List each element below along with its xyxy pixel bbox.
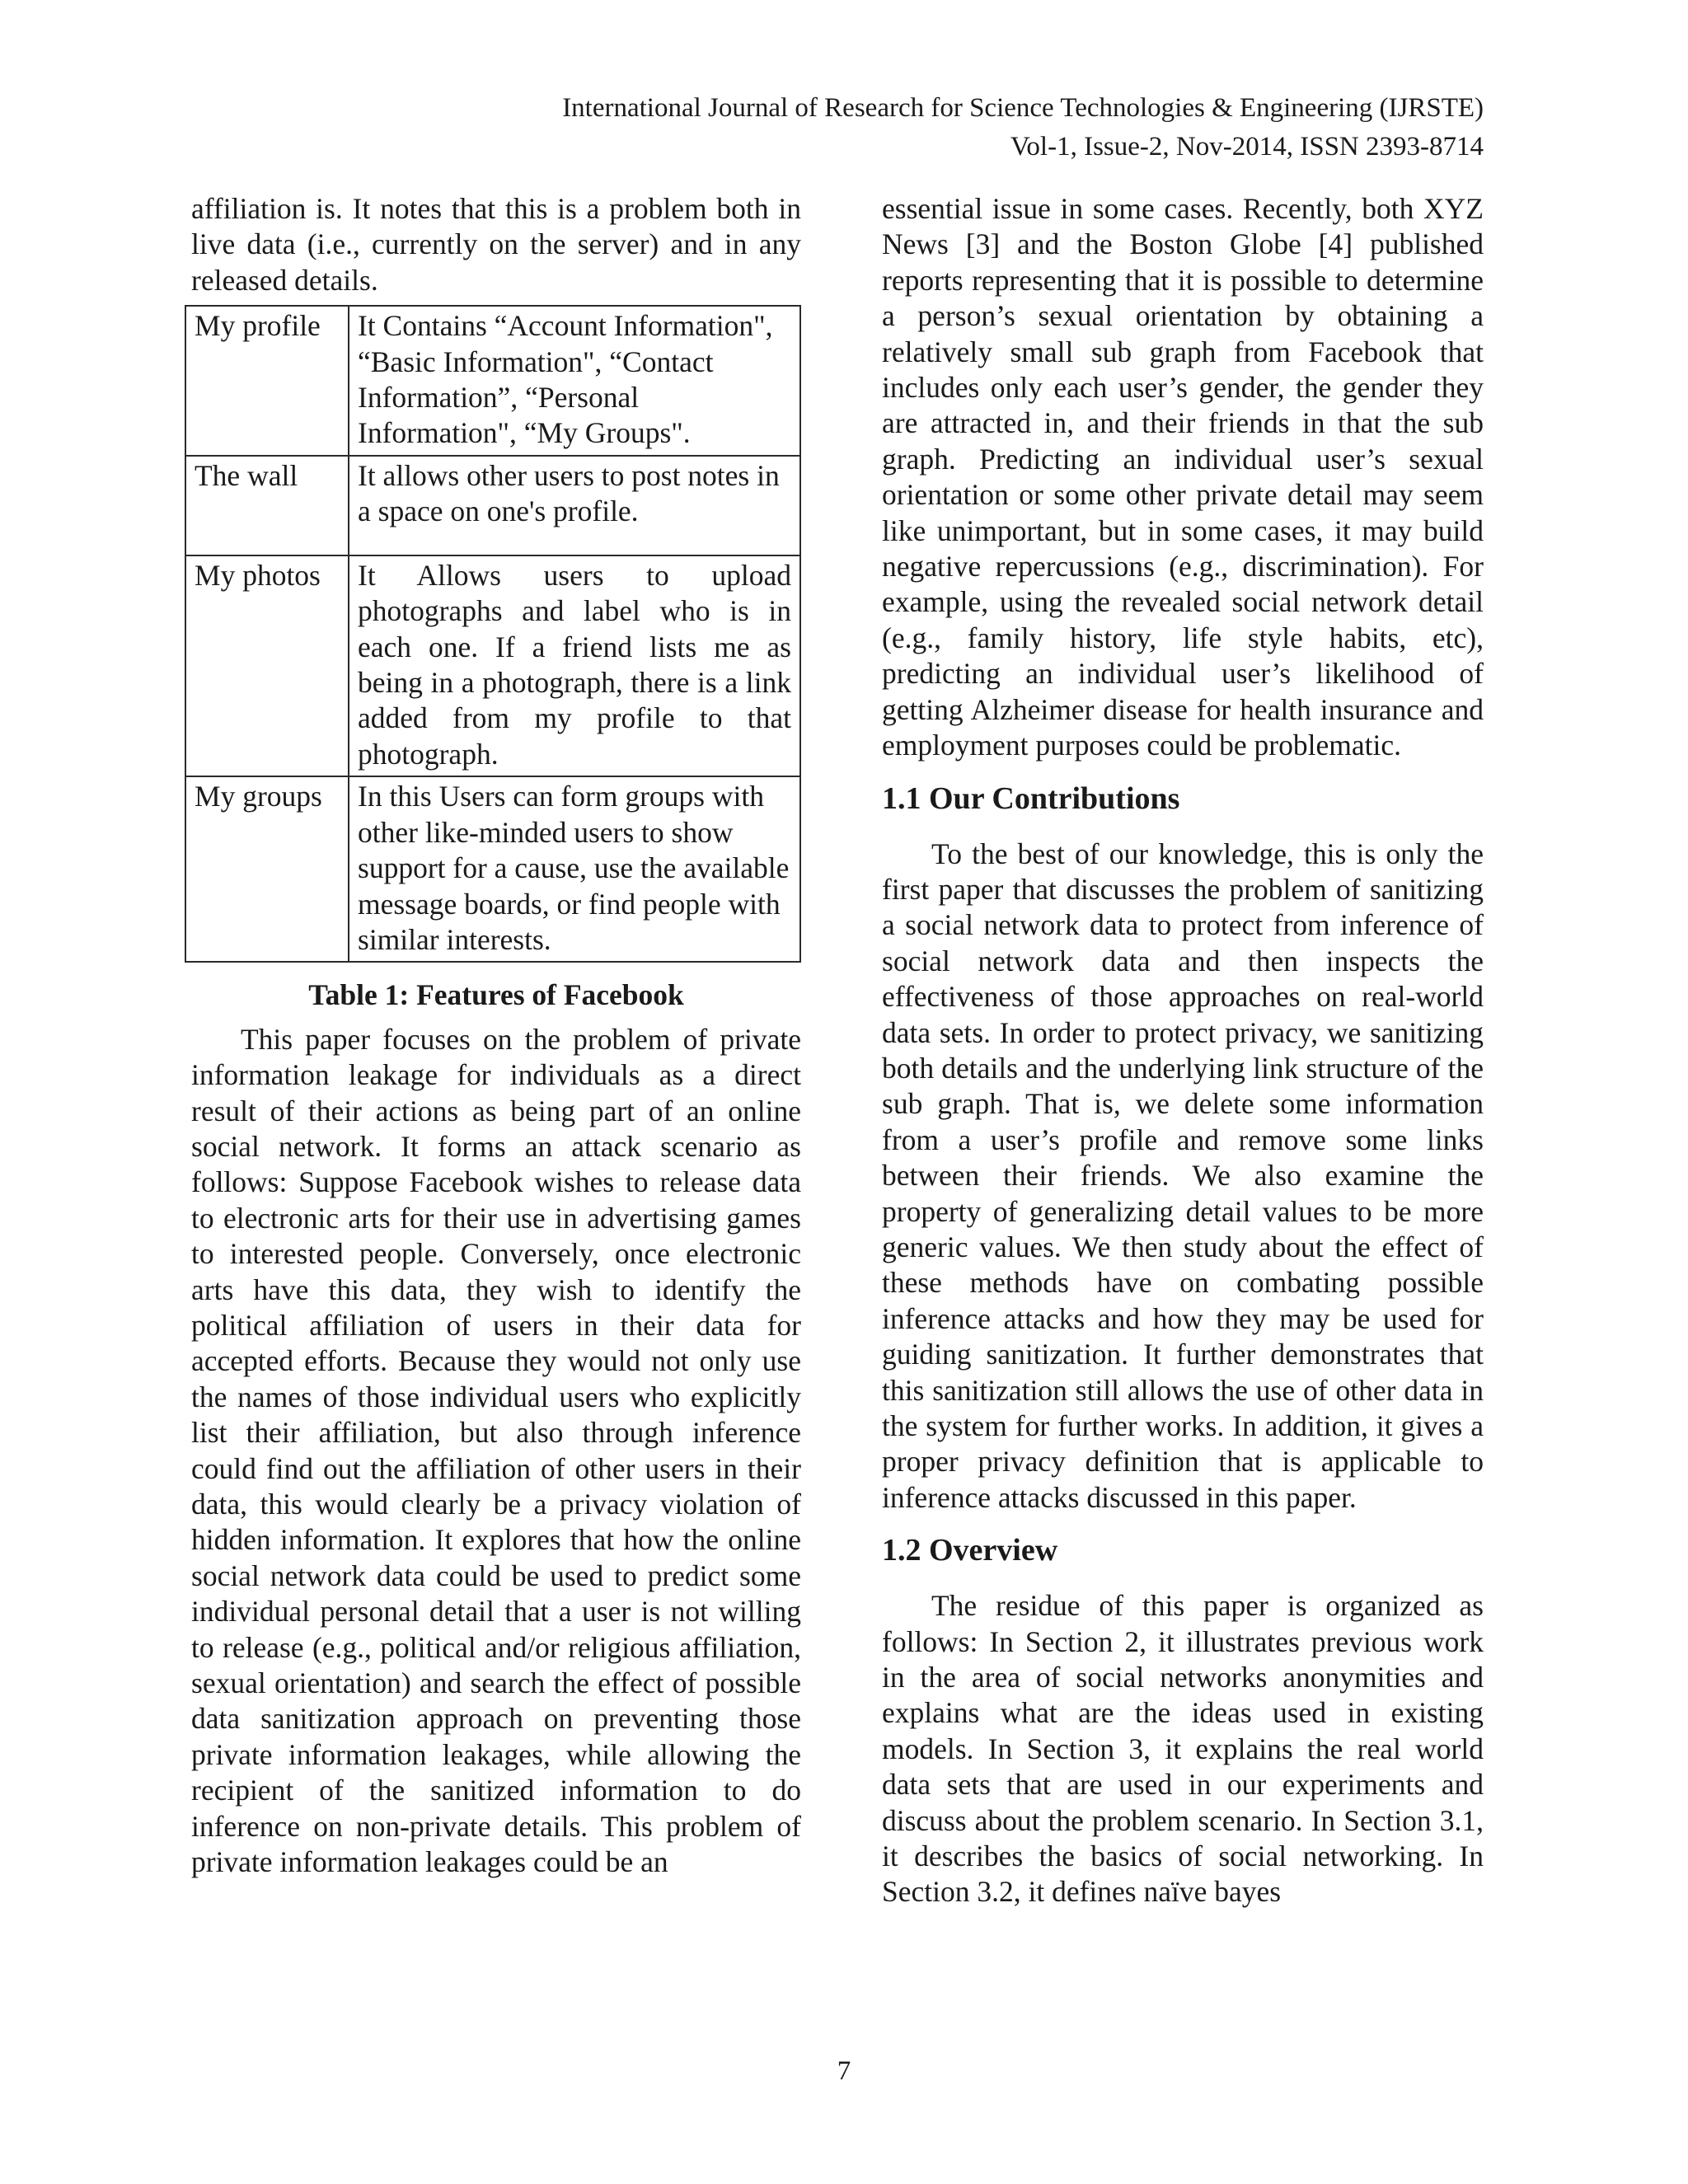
journal-header: [511, 89, 1484, 166]
intro-paragraph: affiliation is. It notes that this is a problem both in live data (i.e., currently on the server) and in any released details.: [191, 192, 801, 297]
feature-description: It Allows users to upload photographs and label who is in each one. If a friend lists me as being in a photograph, there is a link added from my profile to that photograph.: [349, 555, 800, 776]
journal-issue: Vol-1, Issue-2, Nov-2014, ISSN 2393-8714: [1010, 132, 1484, 162]
page-number: 7: [837, 2056, 851, 2086]
section-heading-contributions: 1.1 Our Contributions: [882, 780, 1180, 816]
section-heading-overview: 1.2 Overview: [882, 1533, 1058, 1568]
journal-title: International Journal of Research for Science Technologies & Engineering (IJRSTE): [562, 93, 1484, 123]
table-row: [185, 555, 800, 776]
table-caption: Table 1: Features of Facebook: [308, 978, 684, 1012]
feature-description: In this Users can form groups with other like-minded users to show support for a cause, use the available message boards, or find people with similar interests.: [349, 776, 800, 962]
feature-description: It allows other users to post notes in a space on one's profile.: [349, 456, 800, 555]
left-column: [191, 191, 801, 1880]
table-row: [185, 306, 800, 456]
table-row: [185, 776, 800, 962]
right-column: [882, 191, 1484, 1910]
body-paragraph: This paper focuses on the problem of private information leakage for individuals as a direct result of their actions as being part of an online social network. It forms an attack scenario as follows: Suppose Facebook wishes to release data to electronic arts for their use in advertising games to interested people. Conversely, once electronic arts have this data, they wish to identify the political affiliation of users in their data for accepted efforts. Because they would not only use the names of those individual users who explicitly list their affiliation, but also through inference could find out the affiliation of other users in their data, this would clearly be a privacy violation of hidden information. It explores that how the online social network data could be used to predict some individual personal detail that a user is not willing to release (e.g., political and/or religious affiliation, sexual orientation) and search the effect of possible data sanitization approach on preventing those private information leakages, while allowing the recipient of the sanitized information to do inference on non-private details. This problem of private information leakages could be an: [191, 1022, 801, 1879]
overview-paragraph: The residue of this paper is organized as follows: In Section 2, it illustrates previous work in the area of social networks anonymities and explains what are the ideas used in existing models. In Section 3, it explains the real world data sets that are used in our experiments and discuss about the problem scenario. In Section 3.1, it describes the basics of social networking. In Section 3.2, it defines naïve bayes: [882, 1589, 1484, 1909]
feature-label: The wall: [185, 456, 349, 555]
feature-description: It Contains “Account Information", “Basic Information", “Contact Information”, “Personal Information", “My Groups".: [349, 306, 800, 456]
feature-label: My photos: [185, 555, 349, 776]
feature-label: My groups: [185, 776, 349, 962]
feature-label: My profile: [185, 306, 349, 456]
contributions-paragraph: To the best of our knowledge, this is only the first paper that discusses the problem of sanitizing a social network data to protect from inference of social network data and then inspects the effectiveness of those approaches on real-world data sets. In order to protect privacy, we sanitizing both details and the underlying link structure of the sub graph. That is, we delete some information from a user’s profile and remove some links between their friends. We also examine the property of generalizing detail values to be more generic values. We then study about the effect of these methods have on combating possible inference attacks and how they may be used for guiding sanitization. It further demonstrates that this sanitization still allows the use of other data in the system for further works. In addition, it gives a proper privacy definition that is applicable to inference attacks discussed in this paper.: [882, 837, 1484, 1514]
body-paragraph: essential issue in some cases. Recently, both XYZ News [3] and the Boston Globe [4] published reports representing that it is possible to determine a person’s sexual orientation by obtaining a relatively small sub graph from Facebook that includes only each user’s gender, the gender they are attracted in, and their friends in that the sub graph. Predicting an individual user’s sexual orientation or some other private detail may seem like unimportant, but in some cases, it may build negative repercussions (e.g., discrimination). For example, using the revealed social network detail (e.g., family history, life style habits, etc), predicting an individual user’s likelihood of getting Alzheimer disease for health insurance and employment purposes could be problematic.: [882, 192, 1484, 762]
table-row: [185, 456, 800, 555]
features-table: [185, 305, 801, 963]
